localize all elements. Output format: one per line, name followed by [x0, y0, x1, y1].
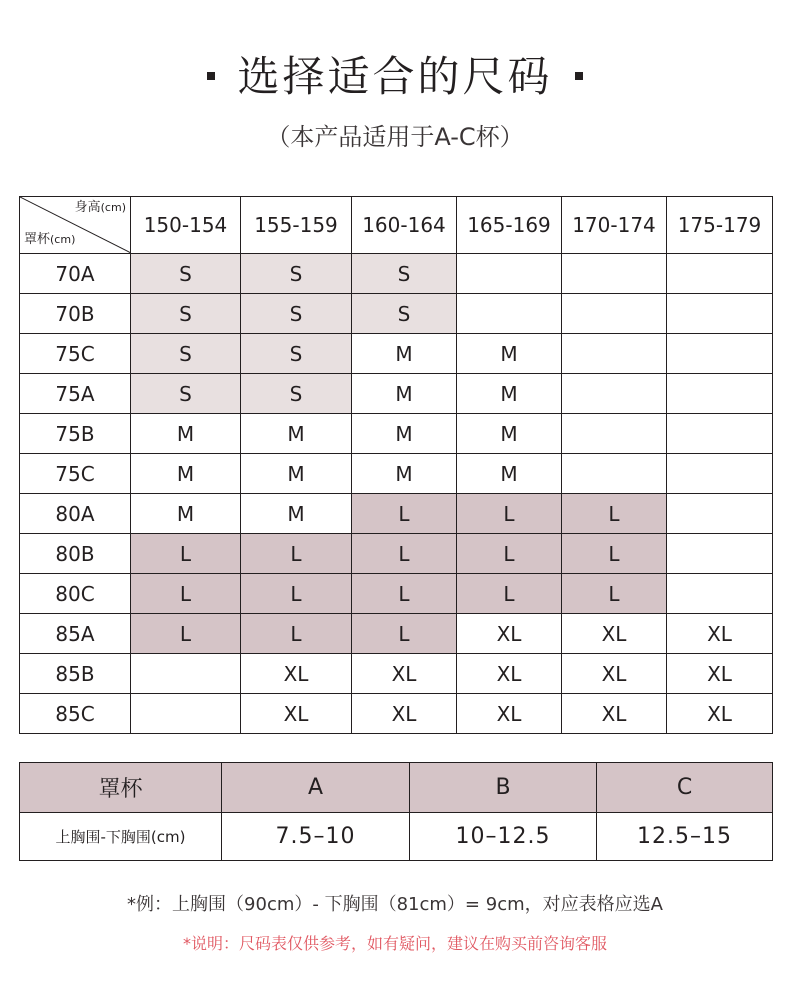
band-cup-label: 75B — [20, 414, 131, 454]
size-cell: L — [352, 574, 457, 614]
height-axis-unit: (cm) — [100, 201, 126, 214]
cup-header-cell: A — [222, 763, 410, 813]
size-cell — [667, 454, 773, 494]
band-cup-label: 70A — [20, 254, 131, 294]
size-cell — [131, 654, 241, 694]
size-cell: M — [131, 494, 241, 534]
size-cell: M — [457, 334, 562, 374]
cup-table-header-row — [20, 763, 773, 813]
cup-table-value-row — [20, 813, 773, 861]
size-table-row — [20, 694, 773, 734]
title-bullet-right — [575, 72, 583, 80]
size-cell — [562, 454, 667, 494]
size-cell — [667, 294, 773, 334]
disclaimer-note: *说明：尺码表仅供参考，如有疑问，建议在购买前咨询客服 — [182, 934, 607, 953]
size-cell: M — [457, 414, 562, 454]
size-cell: L — [131, 534, 241, 574]
size-cell: M — [457, 454, 562, 494]
size-cell: L — [562, 494, 667, 534]
cup-header-cell: B — [410, 763, 597, 813]
size-cell: L — [457, 494, 562, 534]
band-cup-label: 85A — [20, 614, 131, 654]
size-cell — [457, 294, 562, 334]
bust-difference-range: 7.5–10 — [222, 813, 410, 861]
size-cell: L — [457, 534, 562, 574]
size-table-row — [20, 574, 773, 614]
size-table-row — [20, 254, 773, 294]
band-cup-label: 80B — [20, 534, 131, 574]
size-cell: L — [241, 614, 352, 654]
size-cell — [562, 374, 667, 414]
size-cell: S — [131, 294, 241, 334]
size-cell — [562, 254, 667, 294]
size-cell: M — [352, 334, 457, 374]
size-cell: S — [352, 294, 457, 334]
band-cup-label: 85B — [20, 654, 131, 694]
size-cell — [667, 534, 773, 574]
size-cell — [667, 374, 773, 414]
page-title — [0, 47, 790, 107]
bust-difference-label: 上胸围-下胸围(cm) — [20, 813, 222, 861]
size-cell: M — [131, 414, 241, 454]
title-bullet-left — [207, 72, 215, 80]
size-cell: S — [131, 334, 241, 374]
band-cup-label: 85C — [20, 694, 131, 734]
size-cell: S — [241, 374, 352, 414]
size-cell: M — [352, 414, 457, 454]
height-header-cell: 175-179 — [667, 197, 773, 254]
size-cell — [457, 254, 562, 294]
title-text: 选择适合的尺码 — [237, 52, 553, 101]
size-cell: XL — [457, 654, 562, 694]
cup-axis-label — [24, 232, 75, 248]
size-cell: XL — [562, 694, 667, 734]
band-cup-label: 75C — [20, 454, 131, 494]
size-table-row — [20, 334, 773, 374]
size-table-row — [20, 294, 773, 334]
size-cell: M — [352, 454, 457, 494]
size-cell: L — [241, 534, 352, 574]
size-cell: XL — [241, 694, 352, 734]
size-cell: S — [241, 334, 352, 374]
size-cell: L — [131, 574, 241, 614]
height-header-cell: 155-159 — [241, 197, 352, 254]
example-text: *例：上胸围（90cm）- 下胸围（81cm）= 9cm，对应表格应选A — [127, 894, 663, 915]
size-cell: L — [562, 534, 667, 574]
size-cell — [667, 414, 773, 454]
size-cell: XL — [562, 654, 667, 694]
size-cell: L — [131, 614, 241, 654]
cup-header-cell: C — [597, 763, 773, 813]
band-cup-label: 80A — [20, 494, 131, 534]
size-cell: S — [131, 374, 241, 414]
size-cell: S — [131, 254, 241, 294]
size-cell: S — [241, 254, 352, 294]
size-cell — [562, 334, 667, 374]
bust-difference-range: 10–12.5 — [410, 813, 597, 861]
cup-axis-unit: (cm) — [50, 233, 76, 246]
size-cell: L — [352, 534, 457, 574]
size-table-row — [20, 654, 773, 694]
size-table-row — [20, 494, 773, 534]
size-table-row — [20, 454, 773, 494]
size-cell: L — [352, 614, 457, 654]
size-cell: M — [241, 414, 352, 454]
size-table — [19, 196, 773, 734]
size-cell: XL — [667, 694, 773, 734]
size-cell: S — [241, 294, 352, 334]
size-cell — [667, 334, 773, 374]
height-axis-text: 身高 — [74, 200, 101, 215]
size-cell: L — [562, 574, 667, 614]
height-header-cell: 170-174 — [562, 197, 667, 254]
size-table-row — [20, 414, 773, 454]
height-header-cell: 165-169 — [457, 197, 562, 254]
bust-difference-range: 12.5–15 — [597, 813, 773, 861]
size-cell: XL — [352, 694, 457, 734]
height-header-cell: 150-154 — [131, 197, 241, 254]
band-cup-label: 70B — [20, 294, 131, 334]
size-cell — [131, 694, 241, 734]
band-cup-label: 80C — [20, 574, 131, 614]
size-cell: M — [241, 494, 352, 534]
size-cell: M — [241, 454, 352, 494]
height-header-cell: 160-164 — [352, 197, 457, 254]
size-table-header-row — [20, 197, 773, 254]
size-cell: L — [241, 574, 352, 614]
size-cell: XL — [562, 614, 667, 654]
cup-table — [19, 762, 773, 861]
size-cell: XL — [457, 614, 562, 654]
size-cell: S — [352, 254, 457, 294]
cup-header-label: 罩杯 — [20, 763, 222, 813]
size-cell: L — [457, 574, 562, 614]
size-cell — [667, 254, 773, 294]
cup-axis-text: 罩杯 — [24, 232, 51, 247]
band-cup-label: 75C — [20, 334, 131, 374]
size-cell — [562, 294, 667, 334]
size-cell: M — [131, 454, 241, 494]
size-cell: XL — [667, 654, 773, 694]
size-table-row — [20, 374, 773, 414]
size-cell — [667, 574, 773, 614]
band-cup-label: 75A — [20, 374, 131, 414]
size-cell: M — [457, 374, 562, 414]
size-cell: L — [352, 494, 457, 534]
size-cell: XL — [667, 614, 773, 654]
size-table-row — [20, 614, 773, 654]
size-cell: XL — [457, 694, 562, 734]
page-subtitle: （本产品适用于A-C杯） — [266, 123, 524, 151]
size-cell: M — [352, 374, 457, 414]
size-table-corner-cell — [20, 197, 131, 254]
size-table-row — [20, 534, 773, 574]
size-cell: XL — [352, 654, 457, 694]
size-cell — [562, 414, 667, 454]
height-axis-label — [75, 200, 126, 216]
size-cell: XL — [241, 654, 352, 694]
size-cell — [667, 494, 773, 534]
